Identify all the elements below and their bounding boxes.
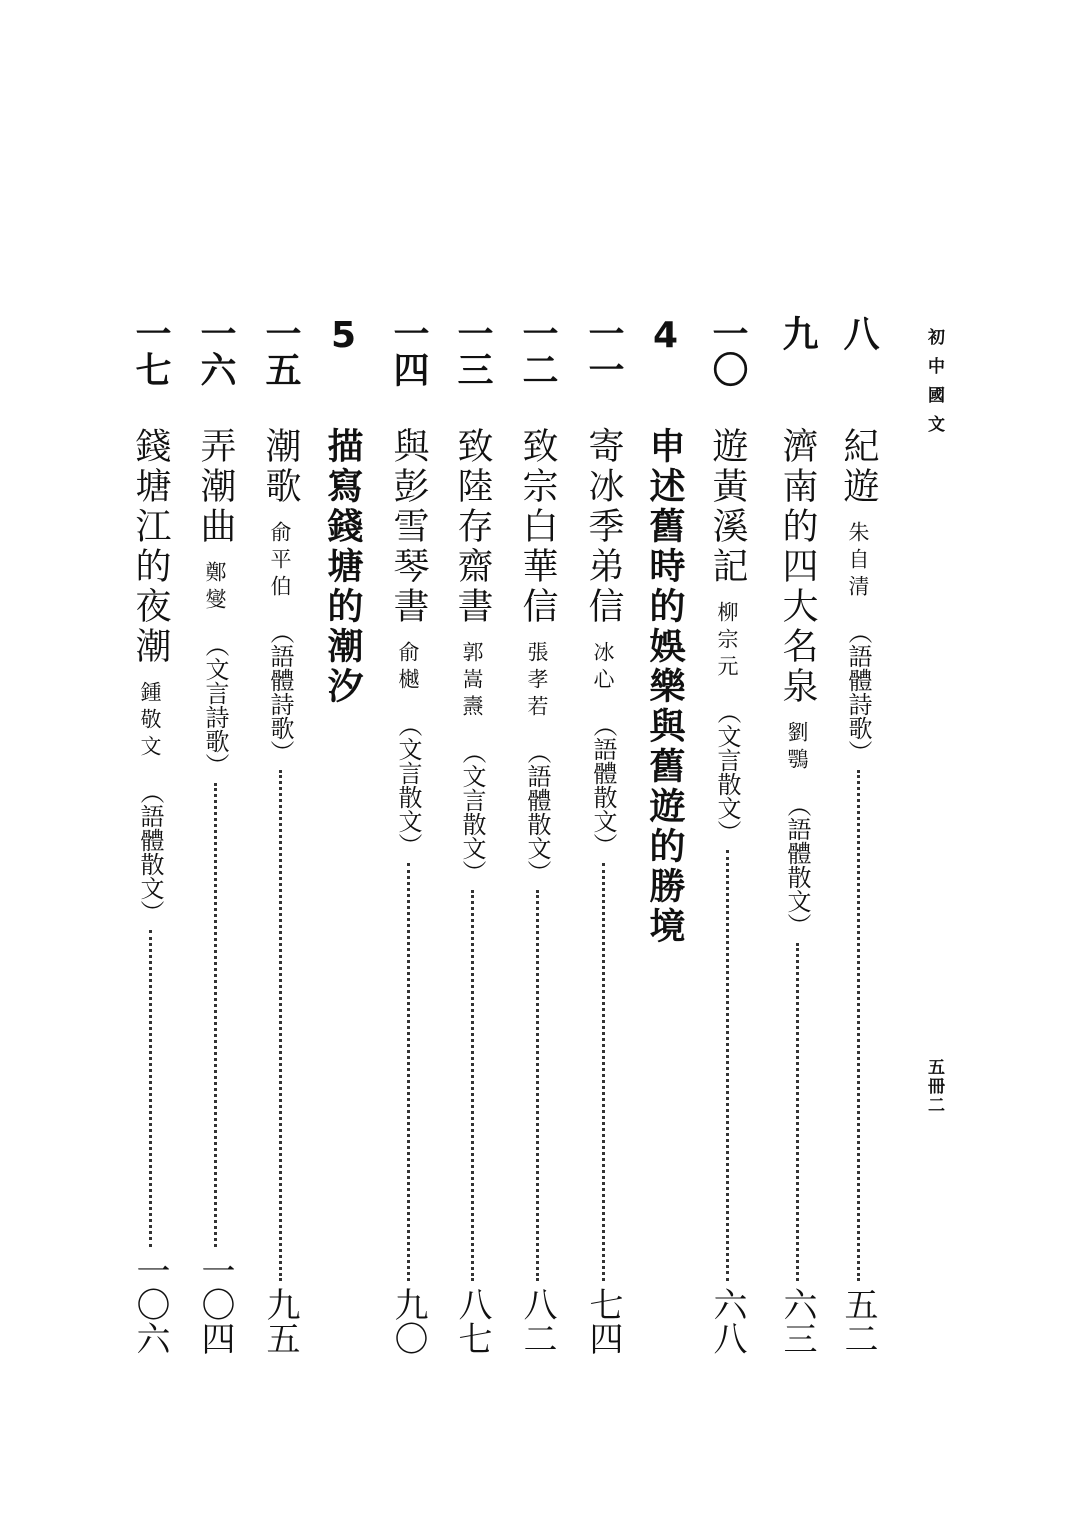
toc-entry: [255, 315, 305, 1355]
entry-number: 一一: [583, 315, 624, 387]
entry-author: 柳宗元: [715, 601, 739, 682]
entry-author: 郭嵩燾: [460, 641, 484, 722]
entry-genre: （語體散文）: [136, 780, 164, 924]
entry-page-number: 九〇: [388, 1287, 428, 1355]
toc-entry: [512, 315, 562, 1355]
entry-author: 朱自清: [846, 521, 870, 602]
entry-author: 張孝若: [525, 641, 549, 722]
entry-number: 4: [645, 315, 686, 356]
dot-leader: [726, 850, 729, 1281]
entry-page-number: 六八: [707, 1287, 747, 1355]
entry-title: 與彭雪琴書: [388, 427, 429, 627]
entry-genre: （文言散文）: [458, 740, 486, 884]
entry-page-number: 一〇四: [195, 1253, 235, 1355]
entry-genre: （語體散文）: [783, 793, 811, 937]
entry-genre: （文言散文）: [713, 700, 741, 844]
entry-author: 鍾敬文: [138, 681, 162, 762]
entry-author: 俞樾: [396, 641, 420, 695]
entry-author: 俞平伯: [268, 521, 292, 602]
dot-leader: [149, 930, 152, 1247]
entry-genre: （語體散文）: [523, 740, 551, 884]
dot-leader: [407, 863, 410, 1281]
entry-genre: （語體詩歌）: [844, 620, 872, 764]
entry-title: 濟南的四大名泉: [777, 427, 818, 707]
toc-entry: [447, 315, 497, 1355]
entry-genre: （文言詩歌）: [201, 633, 229, 777]
toc-entry: [125, 315, 175, 1355]
entry-number: 5: [323, 315, 364, 356]
dot-leader: [536, 890, 539, 1281]
entry-number: 一四: [388, 315, 429, 387]
entry-number: 一三: [452, 315, 493, 387]
entry-title: 致陸存齋書: [452, 427, 493, 627]
entry-page-number: 五二: [838, 1287, 878, 1355]
entry-number: 一七: [130, 315, 171, 387]
entry-number: 一二: [517, 315, 558, 387]
toc-entry: [578, 315, 628, 1355]
book-title: 初中國文: [924, 328, 944, 444]
entry-title: 錢塘江的夜潮: [130, 427, 171, 667]
toc-entry: [833, 315, 883, 1355]
dot-leader: [279, 770, 282, 1281]
entry-page-number: 九五: [260, 1287, 300, 1355]
entry-genre: （語體詩歌）: [266, 620, 294, 764]
entry-number: 八: [838, 315, 879, 351]
entry-page-number: 七四: [583, 1287, 623, 1355]
entry-title: 致宗白華信: [517, 427, 558, 627]
toc-entry: [702, 315, 752, 1355]
entry-title: 潮歌: [260, 427, 301, 507]
entry-title: 寄冰季弟信: [583, 427, 624, 627]
entry-title: 描寫錢塘的潮汐: [322, 427, 364, 707]
entry-title: 紀遊: [838, 427, 879, 507]
page-label: 五冊二: [924, 1058, 944, 1115]
toc-entry: [383, 315, 433, 1355]
entry-number: 一〇: [707, 315, 748, 387]
section-heading: [318, 315, 368, 1355]
entry-genre: （文言散文）: [394, 713, 422, 857]
entry-page-number: 八二: [517, 1287, 557, 1355]
entry-page-number: 六三: [777, 1287, 817, 1355]
entry-number: 九: [777, 315, 818, 351]
entry-author: 劉鶚: [785, 721, 809, 775]
entry-author: 鄭燮: [203, 561, 227, 615]
dot-leader: [857, 770, 860, 1281]
dot-leader: [471, 890, 474, 1281]
dot-leader: [602, 863, 605, 1281]
dot-leader: [796, 943, 799, 1281]
toc-entry: [772, 315, 822, 1355]
entry-title: 弄潮曲: [195, 427, 236, 547]
entry-page-number: 八七: [452, 1287, 492, 1355]
toc-entry: [190, 315, 240, 1355]
dot-leader: [214, 783, 217, 1247]
entry-author: 冰心: [591, 641, 615, 695]
entry-genre: （語體散文）: [589, 713, 617, 857]
entry-number: 一五: [260, 315, 301, 387]
entry-number: 一六: [195, 315, 236, 387]
entry-page-number: 一〇六: [130, 1253, 170, 1355]
entry-title: 申述舊時的娛樂與舊遊的勝境: [644, 427, 686, 947]
section-heading: [640, 315, 690, 1355]
entry-title: 遊黃溪記: [707, 427, 748, 587]
